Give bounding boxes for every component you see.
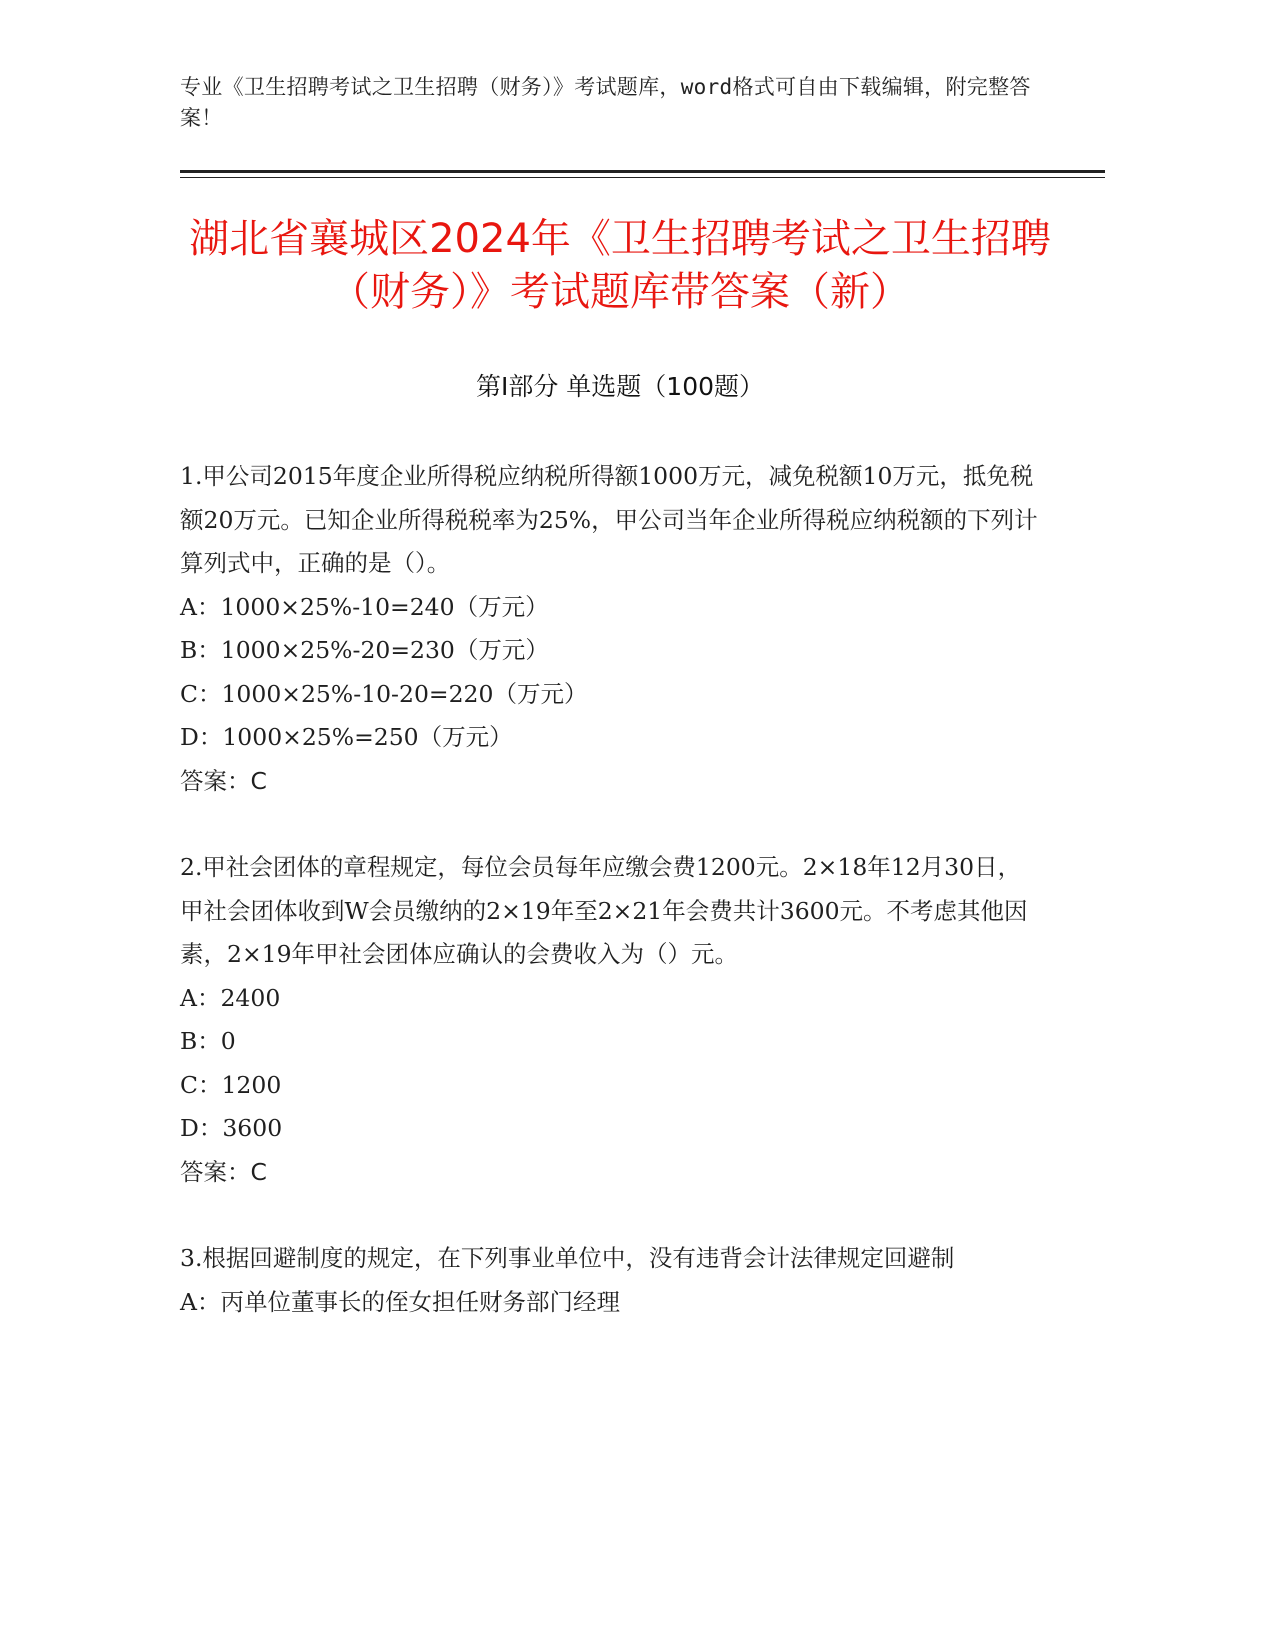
question-3 [180,1237,1040,1324]
option-c: C：1200 [180,1070,282,1099]
question-list [180,455,1040,1367]
option-b: B：0 [180,1027,236,1055]
answer-line: 答案：C [180,1157,267,1186]
option-d: D：3600 [180,1114,283,1142]
question-stem: 3.根据回避制度的规定，在下列事业单位中，没有违背会计法律规定回避制 [180,1244,955,1272]
section-heading: 第Ⅰ部分 单选题（100题） [475,372,765,401]
document-title: 湖北省襄城区2024年《卫生招聘考试之卫生招聘（财务）》考试题库带答案（新） [189,216,1051,315]
question-stem: 1.甲公司2015年度企业所得税应纳税所得额1000万元，减免税额10万元，抵免税额20万元。已知企业所得税税率为25%，甲公司当年企业所得税应纳税额的下列计算列式中，正确的是（）。 [180,462,1038,577]
question-2 [180,846,1040,1194]
header-divider-thin [180,177,1105,178]
option-c: C：1000×25%-10-20=220（万元） [180,679,588,708]
option-b: B：1000×25%-20=230（万元） [180,636,549,664]
header-note: 专业《卫生招聘考试之卫生招聘（财务）》考试题库，word格式可自由下载编辑，附完整答案！ [180,75,1031,130]
option-a: A：1000×25%-10=240（万元） [180,592,549,621]
option-a: A：2400 [180,983,281,1012]
option-d: D：1000×25%=250（万元） [180,723,513,751]
question-stem: 2.甲社会团体的章程规定，每位会员每年应缴会费1200元。2×18年12月30日，甲社会团体收到W会员缴纳的2×19年至2×21年会费共计3600元。不考虑其他因素，2×19年甲社会团体应确认的会费收入为（）元。 [180,853,1028,968]
header-divider-thick [180,170,1105,173]
question-1 [180,455,1040,803]
option-a: A：丙单位董事长的侄女担任财务部门经理 [180,1287,620,1316]
answer-line: 答案：C [180,766,267,795]
